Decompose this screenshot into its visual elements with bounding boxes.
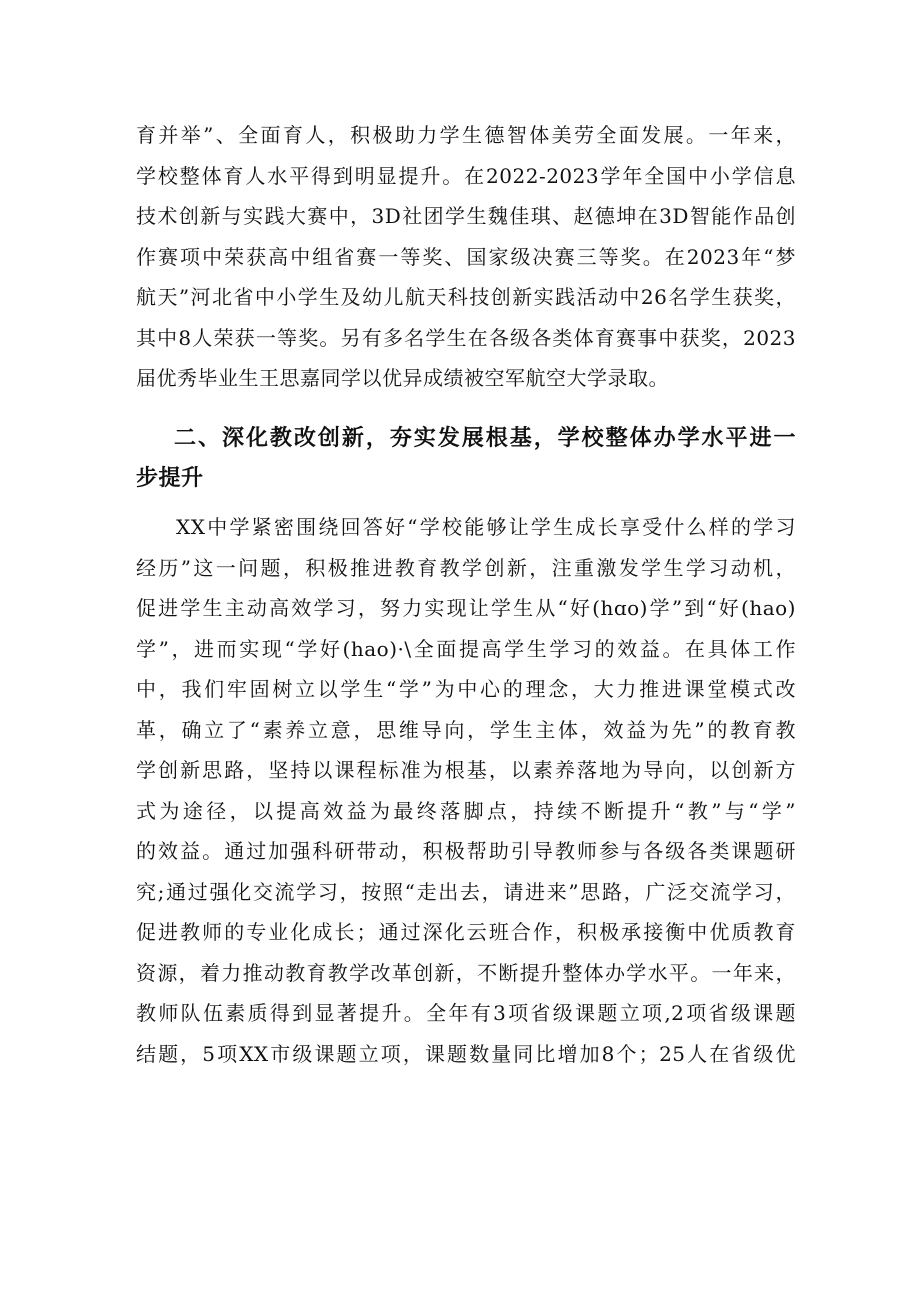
paragraph-2-line: 结题，5项XX市级课题立项，课题数量同比增加8个；25人在省级优 xyxy=(136,1041,796,1066)
paragraph-2-line: 促进教师的专业化成长；通过深化云班合作，积极承接衡中优质教育 xyxy=(136,920,796,944)
paragraph-2 xyxy=(136,507,796,1074)
section-heading-line: 步提升 xyxy=(136,466,204,491)
paragraph-1-line: 学校整体育人水平得到明显提升。在2022-2023学年全国中小学信息 xyxy=(136,163,796,188)
paragraph-2-line: 经历”这一问题，积极推进教育教学创新，注重激发学生学习动机， xyxy=(136,555,796,580)
paragraph-2-line: 学”，进而实现“学好(hao)·\全面提高学生学习的效益。在具体工作 xyxy=(136,636,796,661)
paragraph-2-line: 资源，着力推动教育教学改革创新，不断提升整体办学水平。一年来， xyxy=(136,960,796,985)
section-heading-line: 二、深化教改创新，夯实发展根基，学校整体办学水平进一 xyxy=(174,426,796,451)
paragraph-1-line: 其中8人荣获一等奖。另有多名学生在各级各类体育赛事中获奖，2023 xyxy=(136,325,796,350)
paragraph-1-line: 育并举”、全面育人，积极助力学生德智体美劳全面发展。一年来， xyxy=(136,123,796,147)
paragraph-2-line: XX中学紧密围绕回答好“学校能够让学生成长享受什么样的学习 xyxy=(176,515,796,539)
paragraph-2-line: 式为途径，以提高效益为最终落脚点，持续不断提升“教”与“学” xyxy=(136,798,796,823)
paragraph-2-line: 促进学生主动高效学习，努力实现让学生从“好(hɑo)学”到“好(hao) xyxy=(136,596,796,620)
paragraph-2-line: 学创新思路，坚持以课程标准为根基，以素养落地为导向，以创新方 xyxy=(136,758,796,782)
section-heading xyxy=(136,419,796,499)
paragraph-2-line: 中，我们牢固树立以学生“学”为中心的理念，大力推进课堂模式改 xyxy=(136,677,796,701)
paragraph-1-line: 技术创新与实践大赛中，3D社团学生魏佳琪、赵德坤在3D智能作品创 xyxy=(136,204,796,228)
paragraph-1-line: 作赛项中荣获高中组省赛一等奖、国家级决赛三等奖。在2023年“梦 xyxy=(136,244,796,269)
paragraph-2-line: 教师队伍素质得到显著提升。全年有3项省级课题立项,2项省级课题 xyxy=(136,1001,796,1025)
paragraph-2-line: 革，确立了“素养立意，思维导向，学生主体，效益为先”的教育教 xyxy=(136,717,796,742)
paragraph-1-line: 航天”河北省中小学生及幼儿航天科技创新实践活动中26名学生获奖， xyxy=(136,285,796,309)
paragraph-2-line: 究;通过强化交流学习，按照“走出去，请进来”思路，广泛交流学习， xyxy=(136,879,796,904)
paragraph-1-line: 届优秀毕业生王思嘉同学以优异成绩被空军航空大学录取。 xyxy=(136,366,669,390)
paragraph-1 xyxy=(136,115,796,399)
paragraph-2-line: 的效益。通过加强科研带动，积极帮助引导教师参与各级各类课题研 xyxy=(136,839,796,863)
